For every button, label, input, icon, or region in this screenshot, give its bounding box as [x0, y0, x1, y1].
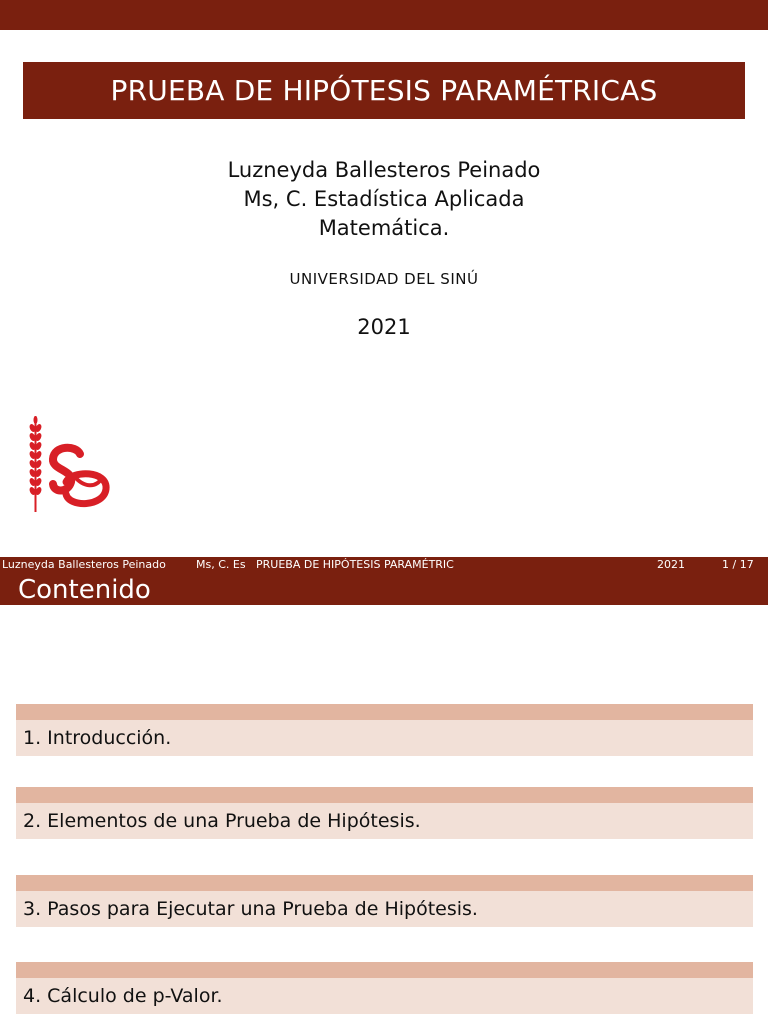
toc-item[interactable] [16, 704, 753, 756]
footer-author: Luzneyda Ballesteros Peinado [2, 558, 166, 571]
toc-item-header [16, 962, 753, 978]
footer-date: 2021 [657, 558, 685, 571]
presentation-date: 2021 [357, 315, 411, 339]
presentation-title-text: PRUEBA DE HIPÓTESIS PARAMÉTRICAS [110, 74, 658, 107]
toc-item-header [16, 704, 753, 720]
university-logo-icon [24, 414, 114, 514]
author-field: Matemática. [318, 216, 450, 240]
toc-item-label: 4. Cálculo de p-Valor. [16, 978, 753, 1014]
frame-title-bar [0, 573, 768, 605]
toc-item-header [16, 787, 753, 803]
footer-title: PRUEBA DE HIPÓTESIS PARAMÉTRIC [256, 558, 454, 571]
footer-degree: Ms, C. Es [196, 558, 246, 571]
toc-item-header [16, 875, 753, 891]
toc-item[interactable] [16, 962, 753, 1014]
author-degree: Ms, C. Estadística Aplicada [243, 187, 525, 211]
toc-item[interactable] [16, 875, 753, 927]
author-name: Luzneyda Ballesteros Peinado [227, 158, 541, 182]
toc-item-label: 3. Pasos para Ejecutar una Prueba de Hipótesis. [16, 891, 753, 927]
toc-item-label: 1. Introducción. [16, 720, 753, 756]
footer-page-number: 1 / 17 [722, 558, 754, 571]
slide-footer [0, 557, 768, 573]
toc-item[interactable] [16, 787, 753, 839]
toc-item-label: 2. Elementos de una Prueba de Hipótesis. [16, 803, 753, 839]
frame-title: Contenido [18, 575, 151, 605]
presentation-title [23, 62, 745, 119]
author-block [0, 156, 768, 243]
header-band [0, 0, 768, 30]
institute: UNIVERSIDAD DEL SINÚ [289, 270, 479, 288]
